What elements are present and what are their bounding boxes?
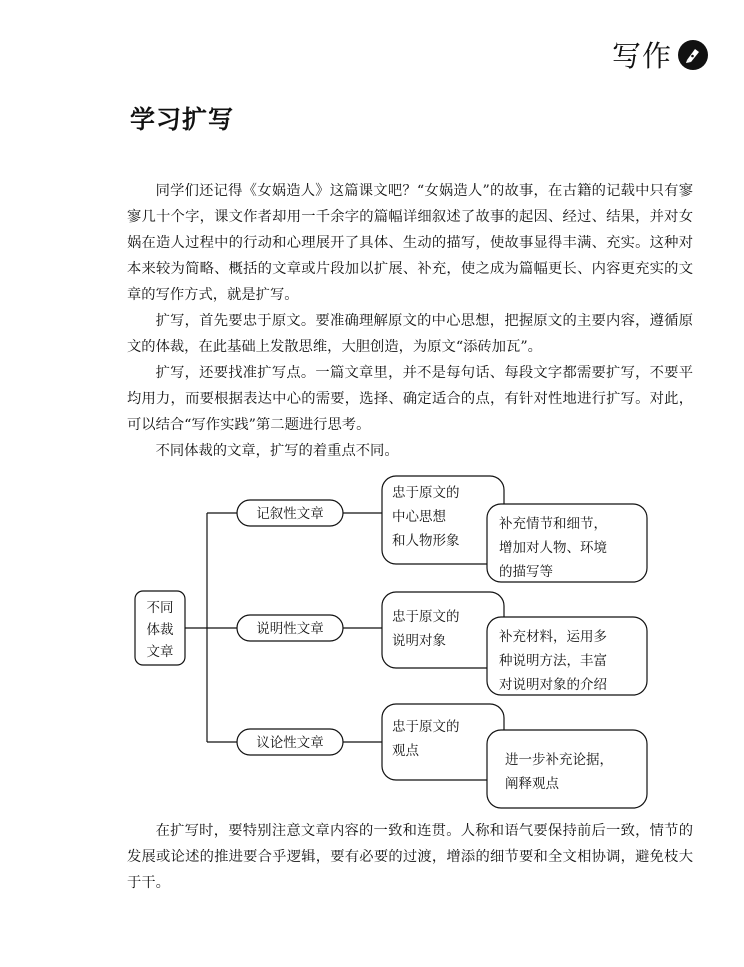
root-label-line: 不同: [146, 600, 174, 616]
fidelity-line: 观点: [392, 743, 419, 759]
fidelity-line: 和人物形象: [392, 533, 460, 549]
paragraph: 扩写，首先要忠于原文。要准确理解原文的中心思想，把握原文的主要内容，遵循原文的体裁，在此基础上发散思维，大胆创造，为原文“添砖加瓦”。: [127, 313, 693, 355]
paragraph: 同学们还记得《女娲造人》这篇课文吧？“女娲造人”的故事，在古籍的记载中只有寥寥几十个字，课文作者却用一千余字的篇幅详细叙述了故事的起因、经过、结果，并对女娲在造人过程中的行动和心理展开了具体、生动的描写，使故事显得丰满、充实。这种对本来较为简略、概括的文章或片段加以扩展、补充，使之成为篇幅更长、内容更充实的文章的写作方式，就是扩写。: [127, 183, 693, 303]
genre-label: 说明性文章: [256, 621, 324, 637]
fidelity-line: 忠于原文的: [392, 485, 460, 501]
expansion-box-argumentative: [487, 730, 647, 808]
expansion-line: 增加对人物、环境: [499, 540, 607, 556]
fidelity-line: 忠于原文的: [392, 719, 460, 735]
root-label-line: 文章: [146, 644, 174, 660]
root-label-line: 体裁: [146, 622, 174, 638]
expansion-line: 的描写等: [499, 564, 553, 580]
expansion-line: 补充材料，运用多: [499, 629, 607, 645]
fidelity-box-argumentative: [382, 704, 504, 780]
genre-label: 记叙性文章: [256, 506, 324, 522]
section-title: 写作: [611, 39, 672, 73]
expansion-line: 阐释观点: [505, 776, 559, 792]
closing-text: [127, 818, 693, 896]
paragraph: 扩写，还要找准扩写点。一篇文章里，并不是每句话、每段文字都需要扩写，不要平均用力，而要根据表达中心的需要，选择、确定适合的点，有针对性地进行扩写。对此，可以结合“写作实践”第二题进行思考。: [127, 365, 693, 433]
fidelity-line: 忠于原文的: [392, 609, 460, 625]
expansion-line: 进一步补充论据，: [505, 752, 613, 768]
expansion-line: 种说明方法，丰富: [499, 653, 607, 669]
expansion-line: 补充情节和细节，: [499, 516, 607, 532]
fidelity-box-expository: [382, 592, 504, 668]
paragraph: 不同体裁的文章，扩写的着重点不同。: [155, 443, 399, 459]
genre-label: 议论性文章: [256, 735, 324, 751]
fidelity-line: 中心思想: [392, 509, 446, 525]
lesson-title: 学习扩写: [130, 105, 235, 134]
expansion-line: 对说明对象的介绍: [499, 677, 607, 693]
fidelity-line: 说明对象: [392, 633, 446, 649]
paragraph: 在扩写时，要特别注意文章内容的一致和连贯。人称和语气要保持前后一致，情节的发展或论述的推进要合乎逻辑，要有必要的过渡，增添的细节要和全文相协调，避免枝大于干。: [127, 823, 693, 891]
